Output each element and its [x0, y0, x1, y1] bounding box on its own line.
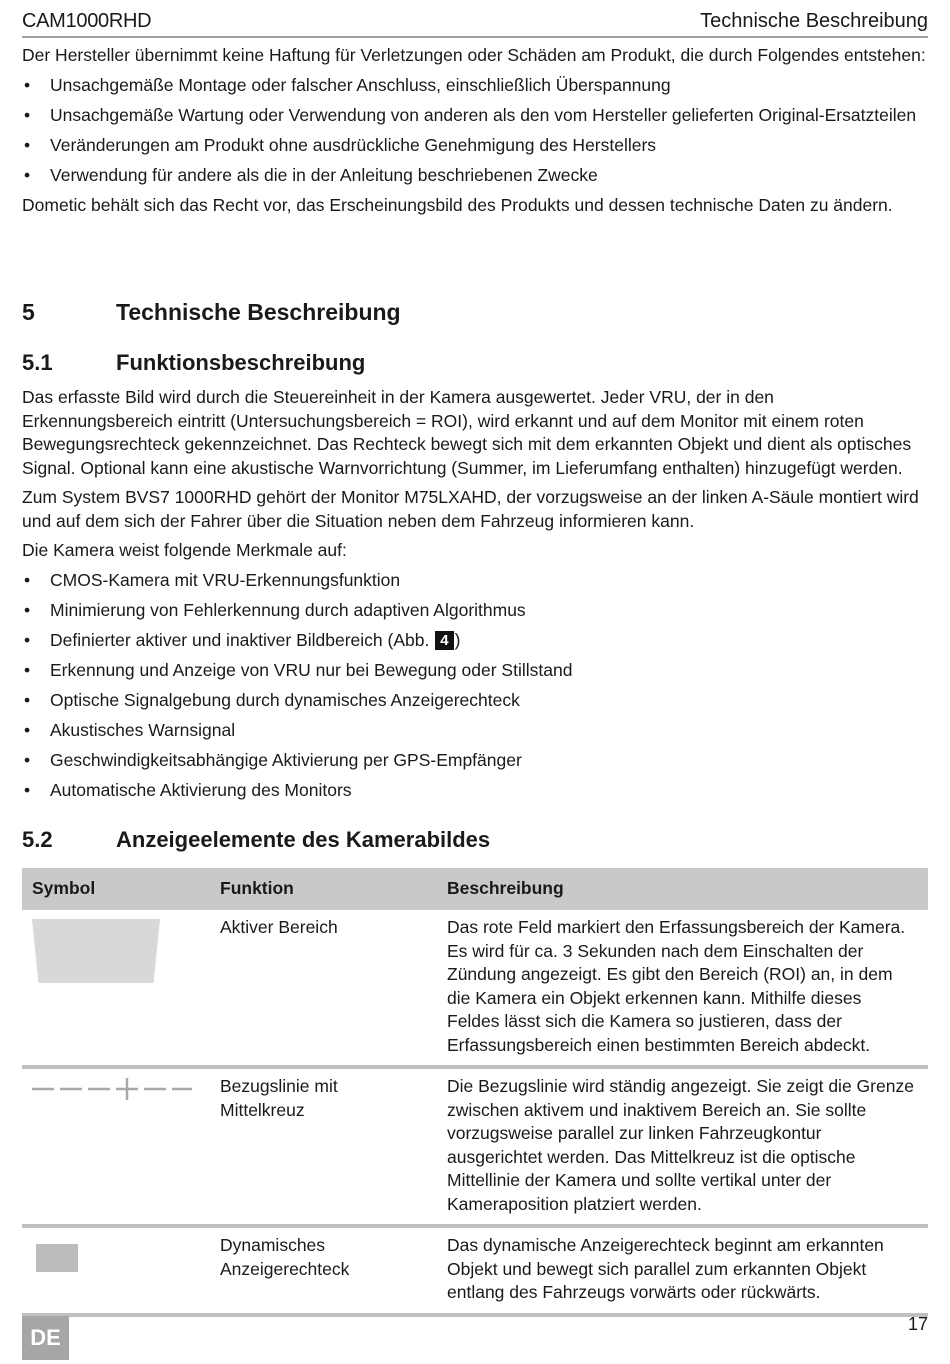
function-cell: Dynamisches Anzeigerechteck	[210, 1226, 437, 1315]
description-cell: Die Bezugslinie wird ständig angezeigt. Sie zeigt die Grenze zwischen aktivem und inaktivem Bereich an. Sie sollte vorzugsweise parallel zur linken Fahrzeugkontur ausgerichtet werden. Das Mittelkreuz ist die optische Mittellinie der Kamera und sollte vertikal unter der Kameraposition platziert werden.	[437, 1067, 928, 1226]
function-cell: Bezugslinie mit Mittelkreuz	[210, 1067, 437, 1226]
section-number: 5.2	[22, 827, 53, 852]
section-title: Anzeigeelemente des Kamerabildes	[116, 827, 491, 852]
symbol-cell	[22, 1067, 210, 1226]
column-header-function: Funktion	[210, 868, 437, 910]
function-cell: Aktiver Bereich	[210, 910, 437, 1067]
closing-paragraph: Dometic behält sich das Recht vor, das Erscheinungsbild des Produkts und dessen technische Daten zu ändern.	[22, 194, 893, 215]
symbol-cell	[22, 1226, 210, 1315]
display-elements-table	[22, 868, 928, 1317]
list-item: • Unsachgemäße Wartung oder Verwendung von anderen als den vom Hersteller gelieferten Original-Ersatzteilen	[22, 104, 928, 128]
description-cell: Das rote Feld markiert den Erfassungsbereich der Kamera. Es wird für ca. 3 Sekunden nach dem Einschalten der Zündung angezeigt. Es gibt den Bereich (ROI) an, in dem die Kamera ein Objekt erkennen kann. Mithilfe dieses Feldes lässt sich die Kamera so justieren, dass der Erfassungsbereich einen bestimmten Bereich abdeckt.	[437, 910, 928, 1067]
language-badge: DE	[22, 1316, 69, 1360]
section-title: Technische Beschreibung	[116, 299, 401, 325]
list-item: • Unsachgemäße Montage oder falscher Anschluss, einschließlich Überspannung	[22, 74, 928, 98]
system-paragraph: Zum System BVS7 1000RHD gehört der Monitor M75LXAHD, der vorzugsweise an der linken A-Säule montiert wird und auf dem sich der Fahrer über die Situation neben dem Fahrzeug informieren kann.	[22, 487, 919, 531]
symbol-cell	[22, 910, 210, 1067]
section-title: Funktionsbeschreibung	[116, 350, 366, 375]
document-id: CAM1000RHD	[22, 10, 152, 32]
page-header	[22, 8, 928, 38]
list-item	[22, 629, 928, 653]
list-item: • Minimierung von Fehlerkennung durch adaptiven Algorithmus	[22, 599, 928, 623]
dynamic-rectangle-icon	[36, 1244, 78, 1272]
table-row	[22, 1067, 928, 1226]
list-item: • Optische Signalgebung durch dynamisches Anzeigerechteck	[22, 689, 928, 713]
list-item: • Geschwindigkeitsabhängige Aktivierung per GPS-Empfänger	[22, 749, 928, 773]
list-item: • Akustisches Warnsignal	[22, 719, 928, 743]
section-number: 5	[22, 299, 35, 325]
intro-block	[22, 44, 928, 217]
column-header-symbol: Symbol	[22, 868, 210, 910]
list-item: • Automatische Aktivierung des Monitors	[22, 779, 928, 803]
active-area-symbol-icon	[32, 919, 160, 983]
function-description-block	[22, 386, 928, 809]
features-intro: Die Kamera weist folgende Merkmale auf:	[22, 540, 347, 560]
liability-list	[22, 74, 928, 188]
page-number: 17	[907, 1314, 928, 1334]
table-header-row	[22, 868, 928, 910]
list-item: • Verwendung für andere als die in der Anleitung beschriebenen Zwecke	[22, 164, 928, 188]
list-item: • Erkennung und Anzeige von VRU nur bei Bewegung oder Stillstand	[22, 659, 928, 683]
list-item: • Veränderungen am Produkt ohne ausdrückliche Genehmigung des Herstellers	[22, 134, 928, 158]
description-cell: Das dynamische Anzeigerechteck beginnt am erkannten Objekt und bewegt sich parallel zum erkannten Objekt entlang des Fahrzeugs vorwärts oder rückwärts.	[437, 1226, 928, 1315]
table-row	[22, 1226, 928, 1315]
list-item: • CMOS-Kamera mit VRU-Erkennungsfunktion	[22, 569, 928, 593]
section-number: 5.1	[22, 350, 53, 375]
running-section-title: Technische Beschreibung	[700, 10, 928, 32]
reference-line-crosshair-icon	[32, 1077, 192, 1101]
figure-reference-badge[interactable]: 4	[435, 631, 453, 650]
feature-text: Definierter aktiver und inaktiver Bildbereich (Abb.	[50, 629, 430, 650]
table-row	[22, 910, 928, 1067]
figure-reference-close: )	[454, 629, 461, 650]
liability-paragraph: Der Hersteller übernimmt keine Haftung für Verletzungen oder Schäden am Produkt, die durch Folgendes entstehen:	[22, 45, 926, 65]
feature-list	[22, 569, 928, 803]
description-paragraph: Das erfasste Bild wird durch die Steuereinheit in der Kamera ausgewertet. Jeder VRU, der in den Erkennungsbereich eintritt (Untersuchungsbereich = ROI), wird erkannt und auf dem Monitor mit einem roten Bewegungsrechteck gekennzeichnet. Das Rechteck bewegt sich mit dem erkannten Objekt und dient als optisches Signal. Optional kann eine akustische Warnvorrichtung (Summer, im Lieferumfang enthalten) hinzugefügt werden.	[22, 387, 912, 478]
column-header-description: Beschreibung	[437, 868, 928, 910]
